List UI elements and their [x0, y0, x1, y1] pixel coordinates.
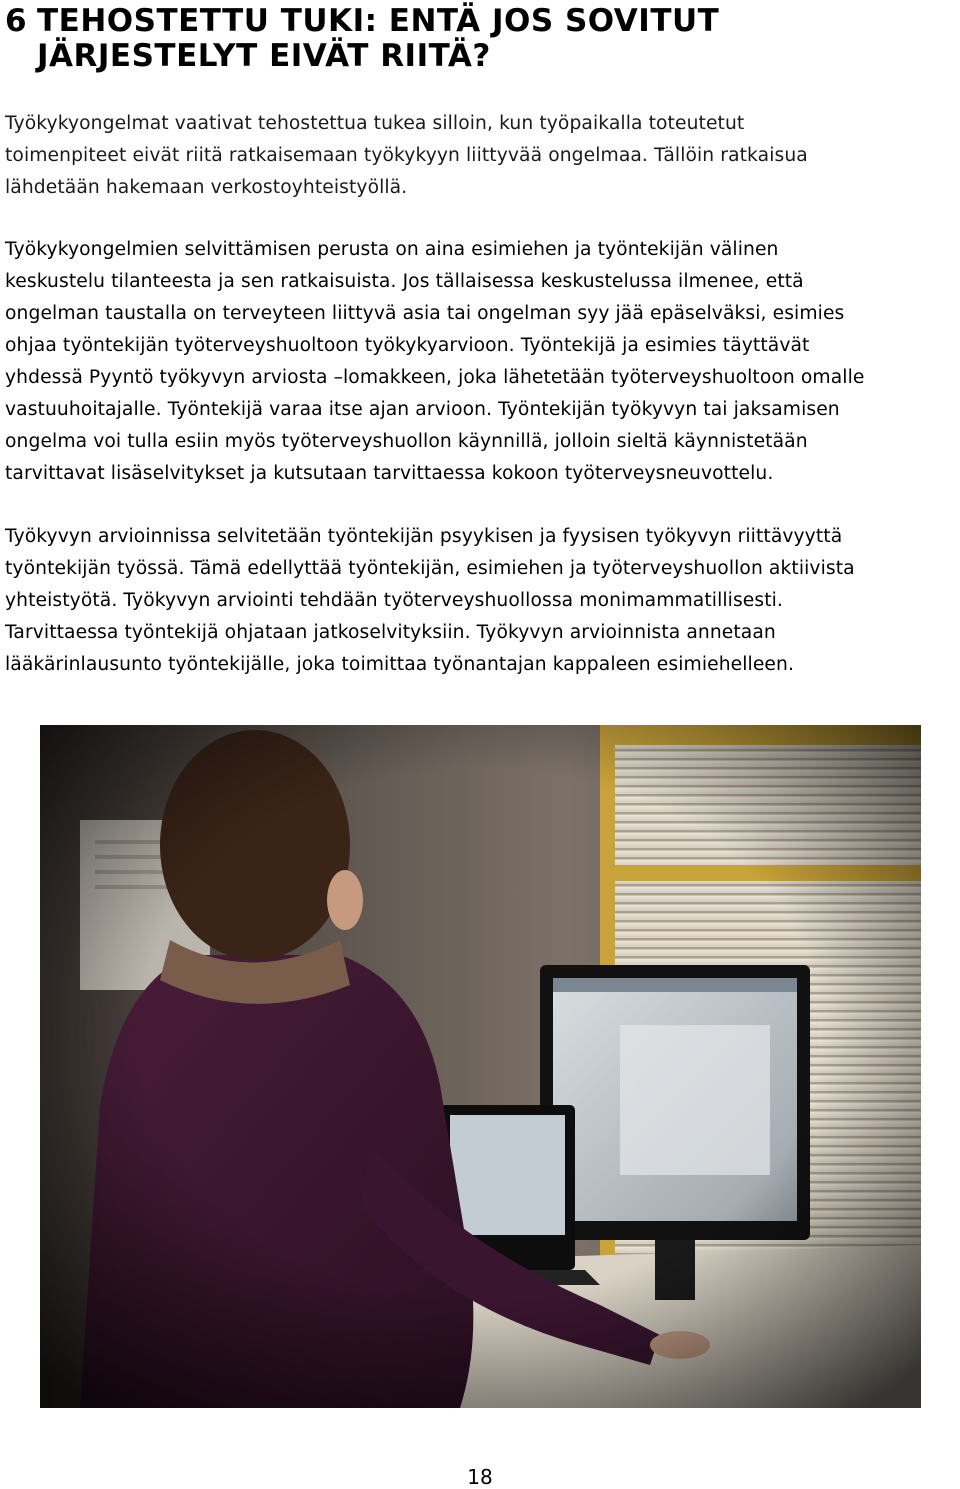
paragraph-line: lääkärinlausunto työntekijälle, joka toimittaa työnantajan kappaleen esimiehelleen.	[5, 654, 795, 675]
paragraph-1	[5, 108, 960, 204]
paragraph-line: ongelman taustalla on terveyteen liittyvä asia tai ongelman syy jää epäselväksi, esimies	[5, 303, 845, 324]
chapter-heading	[5, 4, 719, 74]
heading-line-1: TEHOSTETTU TUKI: ENTÄ JOS SOVITUT	[37, 3, 720, 39]
paragraph-line: toimenpiteet eivät riitä ratkaisemaan työkykyyn liittyvää ongelmaa. Tällöin ratkaisua	[5, 145, 808, 166]
paragraph-line: yhdessä Pyyntö työkyvyn arviosta –lomakkeen, joka lähetetään työterveyshuoltoon omalle	[5, 367, 865, 388]
paragraph-line: Tarvittaessa työntekijä ohjataan jatkoselvityksiin. Työkyvyn arvioinnista annetaan	[5, 622, 776, 643]
office-photo	[40, 725, 921, 1408]
paragraph-line: ohjaa työntekijän työterveyshuoltoon työkykyarvioon. Työntekijä ja esimies täyttävät	[5, 335, 810, 356]
paragraph-line: Työkykyongelmat vaativat tehostettua tukea silloin, kun työpaikalla toteutetut	[5, 113, 745, 134]
paragraph-line: Työkykyongelmien selvittämisen perusta on aina esimiehen ja työntekijän välinen	[5, 239, 779, 260]
paragraph-line: yhteistyötä. Työkyvyn arviointi tehdään työterveyshuollossa monimammatillisesti.	[5, 590, 783, 611]
paragraph-line: tarvittavat lisäselvitykset ja kutsutaan tarvittaessa kokoon työterveysneuvottelu.	[5, 463, 774, 484]
page-number: 18	[467, 1465, 493, 1489]
paragraph-line: ongelma voi tulla esiin myös työterveyshuollon käynnillä, jolloin sieltä käynnistetään	[5, 431, 808, 452]
chapter-number: 6	[5, 3, 28, 39]
paragraph-line: Työkyvyn arvioinnissa selvitetään työntekijän psyykisen ja fyysisen työkyvyn riittävyyttä	[5, 526, 843, 547]
paragraph-line: vastuuhoitajalle. Työntekijä varaa itse ajan arvioon. Työntekijän työkyvyn tai jaksamisen	[5, 399, 840, 420]
paragraph-line: lähdetään hakemaan verkostoyhteistyöllä.	[5, 177, 408, 198]
paragraph-line: keskustelu tilanteesta ja sen ratkaisuista. Jos tällaisessa keskustelussa ilmenee, että	[5, 271, 804, 292]
paragraph-2	[5, 234, 960, 490]
heading-line-2: JÄRJESTELYT EIVÄT RIITÄ?	[37, 38, 491, 74]
paragraph-line: työntekijän työssä. Tämä edellyttää työntekijän, esimiehen ja työterveyshuollon aktiivista	[5, 558, 855, 579]
paragraph-3	[5, 521, 960, 681]
